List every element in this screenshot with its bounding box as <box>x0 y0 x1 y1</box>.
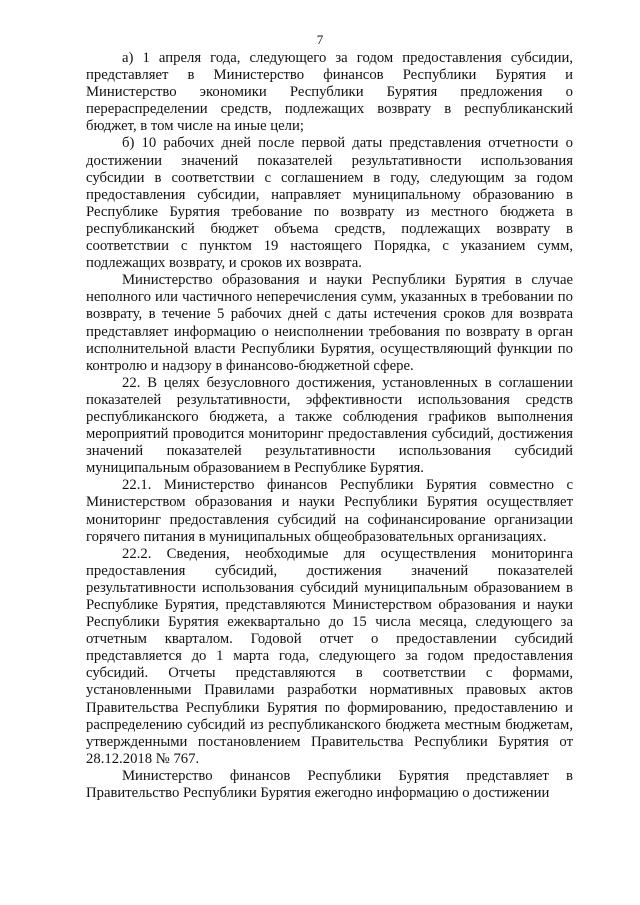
page-number: 7 <box>316 32 324 47</box>
paragraph-a: а) 1 апреля года, следующего за годом предоставления субсидии, представляет в Министерство финансов Республики Бурятия и Министерство экономики Республики Бурятия предложения о перераспределении средств, подлежащих возврату в республиканский бюджет, в том числе на иные цели; <box>86 50 573 135</box>
paragraph-22-1: 22.1. Министерство финансов Республики Бурятия совместно с Министерством образования и науки Республики Бурятия осуществляет мониторинг предоставления субсидий на софинансирование организации горячего питания в муниципальных общеобразовательных организациях. <box>86 477 573 545</box>
paragraph-22-2: 22.2. Сведения, необходимые для осуществления мониторинга предоставления субсидий, достижения значений показателей результативности использования субсидий муниципальным образованием в Республике Бурятия, представляются Министерством образования и науки Республики Бурятия ежеквартально до 15 числа месяца, следующего за отчетным кварталом. Годовой отчет о предоставлении субсидий представляется до 1 марта года, следующего за годом предоставления субсидий. Отчеты представляются в соответствии с формами, установленными Правилами разработки нормативных правовых актов Правительства Республики Бурятия по формированию, предоставлению и распределению субсидий из республиканского бюджета местным бюджетам, утвержденными постановлением Правительства Республики Бурятия от 28.12.2018 № 767. <box>86 545 573 767</box>
paragraph-ministry-info: Министерство образования и науки Республики Бурятия в случае неполного или частичного неперечисления сумм, указанных в требовании по возврату, в течение 5 рабочих дней с даты истечения сроков для возврата представляет информацию о неисполнении требования по возврату в орган исполнительной власти Республики Бурятия, осуществляющий функции по контролю и надзору в финансово-бюджетной сфере. <box>86 272 573 374</box>
paragraph-22: 22. В целях безусловного достижения, установленных в соглашении показателей результативности, эффективности использования средств республиканского бюджета, а также соблюдения графиков выполнения мероприятий проводится мониторинг предоставления субсидий, достижения значений показателей результативности использования субсидий муниципальным образованием в Республике Бурятия. <box>86 374 573 477</box>
document-body <box>86 50 573 802</box>
paragraph-b: б) 10 рабочих дней после первой даты представления отчетности о достижении значений показателей результативности использования субсидии в соответствии с соглашением в году, следующим за годом предоставления субсидии, направляет муниципальному образованию в Республике Бурятия требование по возврату из местного бюджета в республиканский бюджет объема средств, подлежащих возврату в соответствии с пунктом 19 настоящего Порядка, с указанием сумм, подлежащих возврату, и сроков их возврата. <box>86 135 573 272</box>
paragraph-final: Министерство финансов Республики Бурятия представляет в Правительство Республики Бурятия ежегодно информацию о достижении <box>86 767 573 802</box>
